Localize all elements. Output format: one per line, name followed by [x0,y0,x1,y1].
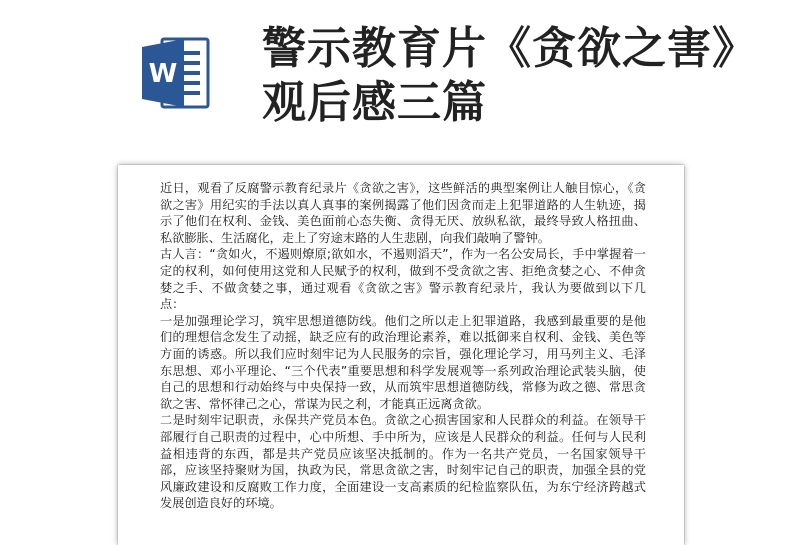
document-body [160,180,646,512]
word-icon-letter: W [148,59,178,89]
paragraph-intro: 近日，观看了反腐警示教育纪录片《贪欲之害》，这些鲜活的典型案例让人触目惊心，《贪欲之害》用纪实的手法以真人真事的案例揭露了他们因贪而走上犯罪道路的人生轨迹，揭示了他们在权利、金钱、美色面前心态失衡、贪得无厌、放纵私欲，最终导致人格扭曲、私欲膨胀、生活腐化，走上了穷途末路的人生悲剧，向我们敲响了警钟。 [160,181,646,245]
document-page [118,165,684,545]
word-document-icon [140,35,212,111]
header [0,0,800,150]
paragraph-point-one: 一是加强理论学习，筑牢思想道德防线。他们之所以走上犯罪道路，我感到最重要的是他们的理想信念发生了动摇，缺乏应有的政治理论素养，难以抵御来自权利、金钱、美色等方面的诱惑。所以我们应时刻牢记为人民服务的宗旨，强化理论学习，用马列主义、毛泽东思想、邓小平理论、“三个代表”重要思想和科学发展观等一系列政治理论武装头脑，使自己的思想和行动始终与中央保持一致，从而筑牢思想道德防线，常修为政之德、常思贪欲之害、常怀律己之心，常谋为民之利，才能真正远离贪欲。 [160,313,646,411]
paragraph-quote: 古人言：“贪如火，不遏则燎原;欲如水，不遏则滔天”，作为一名公安局长，手中掌握着一定的权利，如何使用这党和人民赋予的权利，做到不受贪欲之害、拒绝贪婪之心、不伸贪婪之手、不做贪婪之事，通过观看《贪欲之害》警示教育纪录片，我认为要做到以下几点： [160,247,646,312]
page-title: 警示教育片《贪欲之害》观后感三篇 [262,23,757,128]
paragraph-point-two: 二是时刻牢记职责，永保共产党员本色。贪欲之心损害国家和人民群众的利益。在领导干部履行自己职责的过程中，心中所想、手中所为，应该是人民群众的利益。任何与人民利益相违背的东西，都是共产党员应该坚决抵制的。作为一名共产党员，一名国家领导干部，应该坚持聚财为国，执政为民，常思贪欲之害，时刻牢记自己的职责，加强全县的党风廉政建设和反腐败工作力度，全面建设一支高素质的纪检监察队伍，为东宁经济跨越式发展创造良好的环境。 [160,413,646,511]
